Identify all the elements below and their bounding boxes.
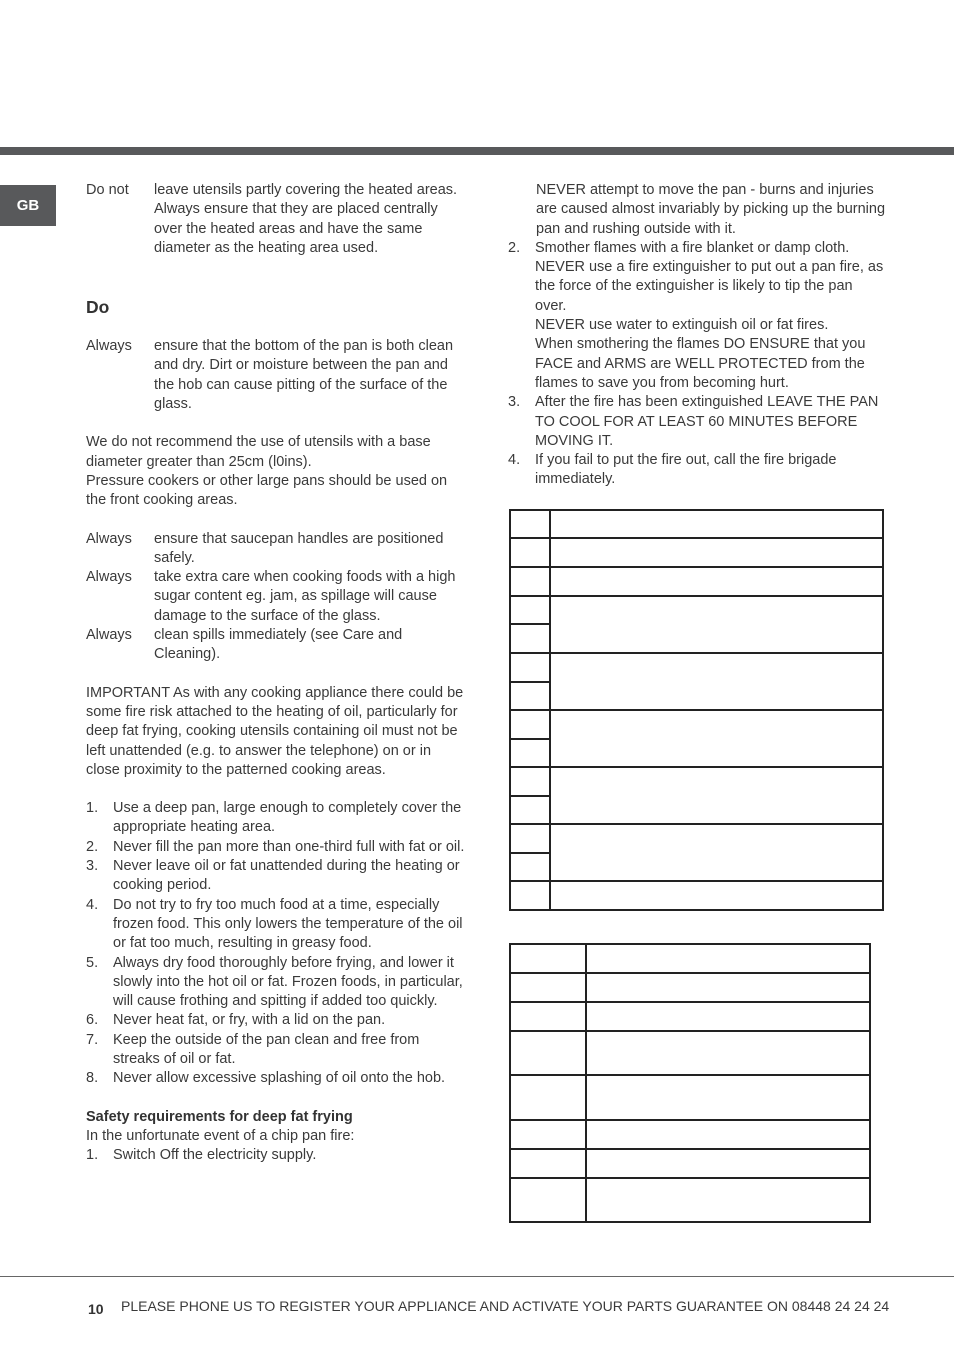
table-row <box>510 653 883 682</box>
table-cell <box>510 682 550 710</box>
table-cell <box>586 944 870 973</box>
always-text: clean spills immediately (see Care and Cleaning). <box>154 627 403 663</box>
table-cell <box>510 710 550 739</box>
list-number: 8. <box>86 1070 99 1087</box>
list-number: 2. <box>508 239 521 256</box>
page-number: 10 <box>88 1301 104 1317</box>
always-item <box>86 568 466 626</box>
right-column <box>508 181 886 490</box>
table-cell <box>510 853 550 881</box>
table-row <box>510 1149 870 1178</box>
table-row <box>510 1178 870 1222</box>
list-number: 3. <box>86 858 99 875</box>
table-row <box>510 767 883 796</box>
table-cell <box>510 1075 586 1120</box>
list-number: 2. <box>86 838 99 855</box>
do-not-text: leave utensils partly covering the heated areas. Always ensure that they are placed centrally over the heated areas and have the same diameter as the heating area used. <box>154 182 458 256</box>
footer-text: PLEASE PHONE US TO REGISTER YOUR APPLIANCE AND ACTIVATE YOUR PARTS GUARANTEE ON 08448 24 24 24 <box>121 1298 890 1314</box>
safety-steps-list <box>86 1146 466 1165</box>
table-row <box>510 538 883 567</box>
table-cell <box>510 653 550 682</box>
list-item <box>86 1069 466 1088</box>
always-key: Always <box>86 338 132 355</box>
do-not-key: Do not <box>86 182 129 198</box>
table-cell <box>510 1002 586 1031</box>
list-text: Never allow excessive splashing of oil onto the hob. <box>113 1070 446 1087</box>
list-number: 1. <box>86 1147 99 1164</box>
list-number: 6. <box>86 1012 99 1029</box>
table-cell <box>550 710 883 767</box>
table-cell <box>550 881 883 910</box>
table-cell <box>510 1149 586 1178</box>
table-cell <box>510 567 550 596</box>
table-cell <box>510 1178 586 1222</box>
table-cell <box>510 596 550 624</box>
list-text: Never fill the pan more than one-third full with fat or oil. <box>113 838 465 855</box>
always-item <box>86 530 466 569</box>
table-cell <box>510 796 550 824</box>
list-text: Never leave oil or fat unattended during the heating or cooking period. <box>113 858 460 894</box>
table-cell <box>510 973 586 1002</box>
list-number: 4. <box>508 452 521 469</box>
list-text: Use a deep pan, large enough to completely cover the appropriate heating area. <box>113 800 462 836</box>
table-row <box>510 1031 870 1075</box>
table-cell <box>586 1120 870 1149</box>
table-cell <box>510 538 550 567</box>
table-cell <box>510 1120 586 1149</box>
table-row <box>510 567 883 596</box>
recommend-text: Pressure cookers or other large pans should be used on the front cooking areas. <box>86 472 448 509</box>
frying-rules-list <box>86 799 466 1088</box>
list-number: 1. <box>86 800 99 817</box>
table-row <box>510 1120 870 1149</box>
list-item <box>508 393 886 451</box>
table-cell <box>550 510 883 538</box>
list-item <box>86 1011 466 1030</box>
table-cell <box>550 824 883 881</box>
safety-heading: Safety requirements for deep fat frying <box>86 1108 353 1125</box>
header-bar <box>0 147 954 155</box>
list-number: 5. <box>86 954 99 971</box>
list-text: After the fire has been extinguished LEAVE THE PAN TO COOL FOR AT LEAST 60 MINUTES BEFORE MOVING IT. <box>535 394 879 449</box>
table-row <box>510 944 870 973</box>
table-cell <box>550 596 883 653</box>
list-number: 4. <box>86 896 99 913</box>
always-text: ensure that the bottom of the pan is both clean and dry. Dirt or moisture between the pan and the hob can cause pitting of the surface of the glass. <box>154 338 454 413</box>
list-text: Switch Off the electricity supply. <box>113 1147 317 1164</box>
always-item <box>86 337 466 414</box>
list-item <box>86 954 466 1012</box>
list-text-block <box>535 239 886 393</box>
table-row <box>510 710 883 739</box>
footer-divider <box>0 1276 954 1277</box>
safety-intro: In the unfortunate event of a chip pan fire: <box>86 1127 355 1144</box>
list-item <box>86 799 466 838</box>
list-item <box>508 451 886 490</box>
list-item <box>86 857 466 896</box>
empty-table-1 <box>509 509 884 911</box>
table-cell <box>510 624 550 653</box>
table-cell <box>510 881 550 910</box>
table-cell <box>510 510 550 538</box>
list-text: Keep the outside of the pan clean and free from streaks of oil or fat. <box>113 1031 420 1067</box>
table-cell <box>510 824 550 853</box>
list-text: Never heat fat, or fry, with a lid on the pan. <box>113 1012 386 1029</box>
table-cell <box>586 1075 870 1120</box>
fire-steps-list <box>508 239 886 490</box>
list-item <box>86 896 466 954</box>
left-column <box>86 181 466 1165</box>
always-key: Always <box>86 569 132 586</box>
always-text: take extra care when cooking foods with a high sugar content eg. jam, as spillage will cause damage to the surface of the glass. <box>154 569 456 624</box>
table-row <box>510 1002 870 1031</box>
table-row <box>510 596 883 624</box>
empty-table-2 <box>509 943 871 1223</box>
table-cell <box>586 1031 870 1075</box>
always-text: ensure that saucepan handles are positioned safely. <box>154 530 444 566</box>
table-cell <box>550 567 883 596</box>
list-text: Smother flames with a fire blanket or damp cloth. <box>535 239 850 256</box>
recommend-text: We do not recommend the use of utensils with a base diameter greater than 25cm (l0ins). <box>86 434 431 470</box>
always-key: Always <box>86 627 132 644</box>
list-text: When smothering the flames DO ENSURE that you FACE and ARMS are WELL PROTECTED from the flames to save you from becoming hurt. <box>535 336 866 391</box>
table-cell <box>586 1178 870 1222</box>
table-cell <box>586 1149 870 1178</box>
never-move-text: NEVER attempt to move the pan - burns and injuries are caused almost invariably by picking up the burning pan and rushing outside with it. <box>536 182 886 237</box>
list-text: If you fail to put the fire out, call the fire brigade immediately. <box>535 452 837 488</box>
table-cell <box>550 767 883 824</box>
table-cell <box>586 973 870 1002</box>
table-row <box>510 824 883 853</box>
table-cell <box>510 1031 586 1075</box>
table-row <box>510 973 870 1002</box>
table-row <box>510 1075 870 1120</box>
list-number: 3. <box>508 394 521 411</box>
do-not-item <box>86 181 466 258</box>
list-text: NEVER use water to extinguish oil or fat fires. <box>535 317 829 334</box>
table-cell <box>510 767 550 796</box>
list-text: Always dry food thoroughly before frying, and lower it slowly into the hot oil or fat. Frozen foods, in particular, will cause frothing and spitting if added too quickly. <box>113 954 463 1010</box>
list-number: 7. <box>86 1031 99 1048</box>
table-cell <box>550 653 883 710</box>
list-text: NEVER use a fire extinguisher to put out a pan fire, as the force of the extinguisher is likely to tip the pan over. <box>535 259 884 314</box>
always-key: Always <box>86 530 132 547</box>
list-item <box>86 838 466 857</box>
table-row <box>510 881 883 910</box>
list-item <box>86 1031 466 1070</box>
do-heading: Do <box>86 297 110 318</box>
list-item <box>508 239 886 393</box>
list-text: Do not try to fry too much food at a time, especially frozen food. This only lowers the temperature of the oil or fat too much, resulting in greasy food. <box>113 896 463 952</box>
table-row <box>510 510 883 538</box>
language-tab: GB <box>0 185 56 226</box>
always-item <box>86 626 466 665</box>
table-cell <box>550 538 883 567</box>
table-cell <box>510 739 550 767</box>
important-paragraph: IMPORTANT As with any cooking appliance there could be some fire risk attached to the heating of oil, particularly for deep fat frying, cooking utensils containing oil must not be left unattended (e.g. to answer the telephone) on or in close proximity to the patterned cooking areas. <box>86 684 464 778</box>
list-item <box>86 1146 466 1165</box>
table-cell <box>586 1002 870 1031</box>
table-cell <box>510 944 586 973</box>
